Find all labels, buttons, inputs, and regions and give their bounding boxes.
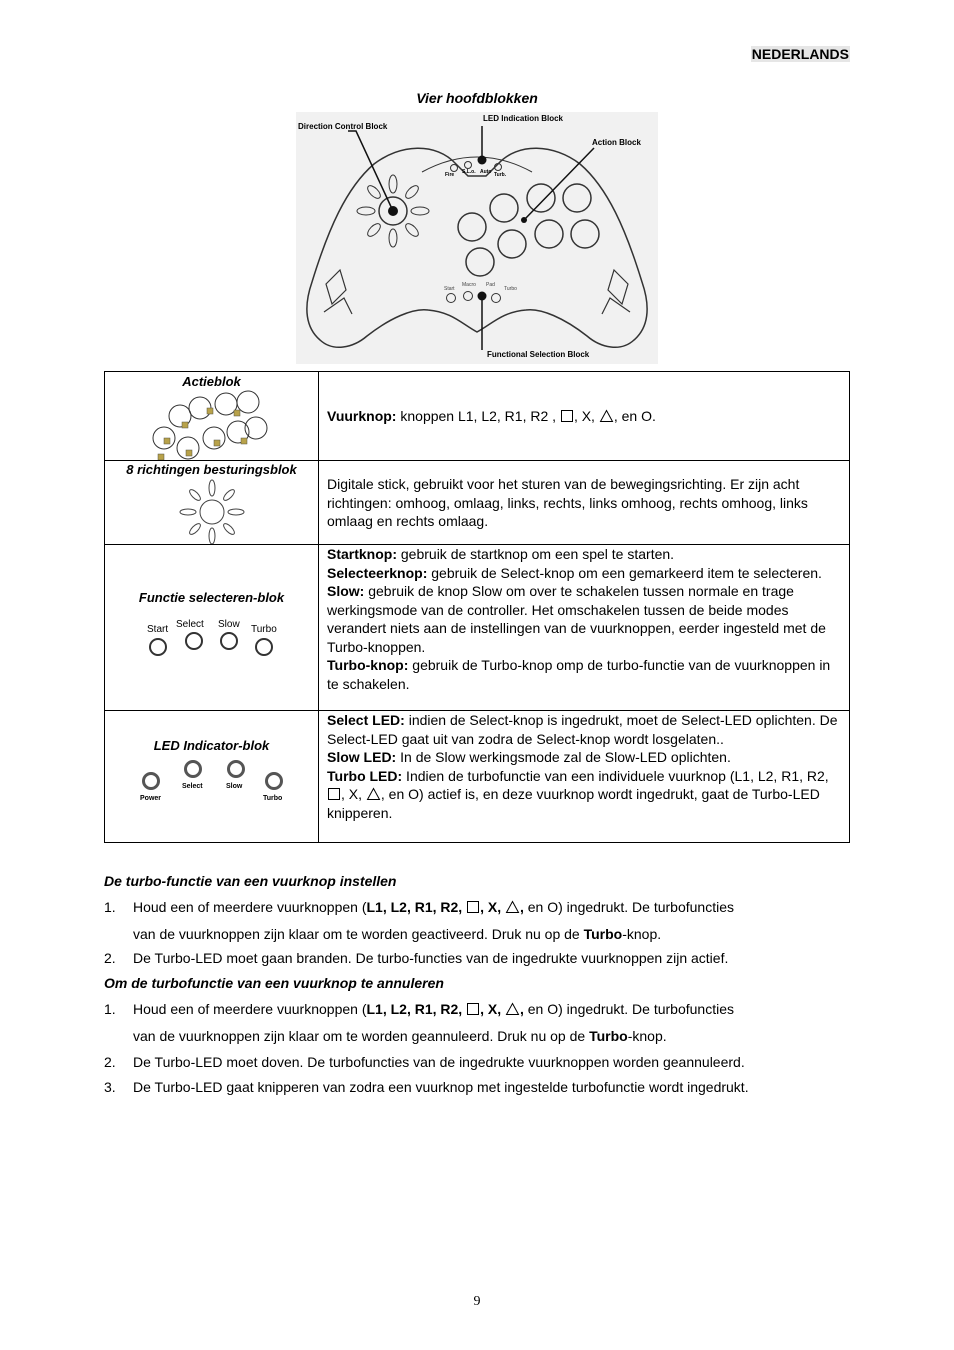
table-row-function-block (105, 545, 850, 711)
turbo-label: Turbo-knop: (327, 657, 409, 673)
led-slow-label: S.L.o. (462, 169, 476, 175)
list-item (104, 1078, 850, 1098)
turbo-led-text-mid: , X, (341, 786, 366, 802)
select-button-desc (327, 564, 842, 583)
led-illus-power (142, 772, 160, 790)
cell-led-block-label (105, 711, 319, 843)
select-led-text: indien de Select-knop is ingedrukt, moet de Select-LED oplichten. De Select-LED gaat uit van zodra de Select-knop wordt losgelaten.. (327, 712, 838, 747)
func-illus-select-button (185, 632, 203, 650)
func-turbo-label: Turbo (504, 286, 517, 292)
action-buttons-illustration (152, 390, 272, 460)
list-keys: L1, L2, R1, R2, (366, 899, 463, 915)
list-text-2a: van de vuurknoppen zijn klaar om te worden geactiveerd. Druk nu op de (133, 926, 584, 942)
func-illus-start-button (149, 638, 167, 656)
triangle-symbol-icon (366, 787, 381, 801)
led-illus-power-label: Power (140, 795, 162, 802)
led-illus-turbo-label: Turbo (263, 795, 283, 802)
led-illus-turbo (265, 772, 283, 790)
list-text-2b: Turbo (583, 926, 623, 942)
led-illus-slow-label: Slow (226, 783, 243, 790)
function-buttons-illustration (105, 616, 318, 666)
blocks-table (104, 371, 850, 843)
list-keys-comma: , (519, 899, 524, 915)
start-text: gebruik de startknop om een spel te starten. (397, 546, 675, 562)
select-led-desc (327, 711, 842, 748)
list-text-line2 (133, 925, 853, 943)
func-illus-turbo-button (255, 638, 273, 656)
list-number: 2. (104, 950, 116, 966)
turbo-button-desc (327, 656, 842, 693)
list-text-2c: -knop. (622, 926, 662, 942)
figure-title: Vier hoofdblokken (416, 90, 538, 106)
direction-block-label: 8 richtingen besturingsblok (126, 462, 297, 477)
list-number: 1. (104, 899, 116, 915)
section-title-turbo-set: De turbo-functie van een vuurknop instellen (104, 873, 397, 889)
select-label: Selecteerknop: (327, 564, 428, 581)
table-row-action-block (105, 372, 850, 461)
func-macro-label: Macro (462, 282, 476, 288)
func-illus-slow-button (220, 632, 238, 650)
label-action-block: Action Block (592, 138, 641, 147)
led-illus-slow (227, 760, 245, 778)
table-row-led-block (105, 711, 850, 843)
list-text-line2 (133, 1027, 853, 1045)
square-symbol-icon (560, 409, 574, 423)
start-label: Startknop: (327, 546, 397, 562)
cell-direction-block-label (105, 461, 319, 545)
fire-button-text-mid: , X, (573, 407, 599, 424)
turbo-led-text: Indien de turbofunctie van een individuele vuurknop (L1, L2, R1, R2, (402, 767, 829, 784)
list-text-post: en O) ingedrukt. De turbofuncties (523, 899, 734, 915)
slow-led-desc (327, 748, 842, 767)
select-text: gebruik de Select-knop om een gemarkeerd item te selecteren. (427, 564, 822, 581)
select-led-label: Select LED: (327, 712, 405, 728)
list-text: De Turbo-LED moet gaan branden. De turbo-functies van de ingedrukte vuurknoppen zijn actief. (133, 950, 729, 966)
label-functional-selection-block: Functional Selection Block (487, 350, 590, 359)
list-text-2a: van de vuurknoppen zijn klaar om te worden geannuleerd. Druk nu op de (133, 1028, 590, 1044)
list-item (104, 1053, 850, 1073)
direction-block-description: Digitale stick, gebruikt voor het sturen van de bewegingsrichting. Er zijn acht richtingen: omhoog, omlaag, links, rechts, links omhoog, rechts omhoog, links omlaag en rechts omlaag. (327, 476, 808, 529)
led-fire-label: Fire (445, 172, 455, 178)
slow-text: gebruik de knop Slow om over te schakelen tussen normale en trage werkingsmode van de controller. Het omschakelen tussen de beide modes verandert niets aan de instellingen van de vuurknoppen, eerder ingesteld met de Turbo-knoppen. (327, 583, 826, 655)
cell-direction-block-desc (319, 461, 850, 545)
square-symbol-icon (327, 787, 341, 801)
led-block-label: LED Indicator-blok (153, 738, 270, 753)
func-illus-start: Start (147, 624, 169, 635)
function-block-label: Functie selecteren-blok (138, 590, 285, 605)
func-pad-label: Pad (486, 282, 495, 288)
list-number: 3. (104, 1079, 116, 1095)
turbo-led-desc (327, 767, 842, 823)
list-keys-x: , X, (480, 899, 502, 915)
list-item (104, 898, 850, 944)
list-text-2b: Turbo (589, 1028, 628, 1044)
list-text: De Turbo-LED moet doven. De turbofuncties van de ingedrukte vuurknoppen worden geannuleerd. (133, 1054, 745, 1070)
square-symbol-icon (466, 900, 480, 914)
list-text-line1 (133, 898, 853, 916)
dpad-illustration (177, 478, 247, 544)
label-led-indication-block: LED Indication Block (483, 114, 564, 123)
cell-function-block-label (105, 545, 319, 711)
func-illus-select: Select (176, 619, 204, 630)
list-text-post: en O) ingedrukt. De turbofuncties (523, 1001, 734, 1017)
list-number: 1. (104, 1001, 116, 1017)
turbo-text: gebruik de Turbo-knop omp de turbo-functie van de vuurknoppen in te schakelen. (327, 657, 831, 692)
diagram-background (296, 112, 658, 364)
language-label: NEDERLANDS (751, 46, 849, 62)
cell-action-block-desc (319, 372, 850, 461)
turbo-led-label: Turbo LED: (327, 767, 403, 784)
triangle-symbol-icon (599, 409, 614, 423)
label-direction-control-block: Direction Control Block (298, 122, 388, 131)
list-keys-comma: , (519, 1001, 524, 1017)
list-text-line1 (133, 1000, 853, 1018)
cell-function-block-desc (319, 545, 850, 711)
fire-button-label: Vuurknop: (327, 407, 397, 424)
slow-led-text: In de Slow werkingsmode zal de Slow-LED oplichten. (396, 749, 731, 765)
action-block-label: Actieblok (182, 374, 241, 389)
slow-button-desc (327, 582, 842, 656)
func-illus-slow: Slow (218, 619, 240, 630)
led-illus-select-label: Select (182, 783, 203, 790)
led-auto-label: Auto (480, 169, 492, 175)
page-number: 9 (473, 1294, 481, 1309)
callout-action-dot (521, 217, 527, 223)
list-text-pre: Houd een of meerdere vuurknoppen ( (133, 899, 367, 915)
turbo-led-text-end: , en O) actief is, en deze vuurknop wordt ingedrukt, gaat de Turbo-LED knipperen. (327, 786, 820, 821)
led-turb-label: Turb. (494, 172, 507, 178)
fire-button-text-end: , en O. (613, 407, 656, 424)
start-button-desc (327, 545, 842, 564)
list-item (104, 1000, 850, 1046)
triangle-symbol-icon (505, 900, 520, 914)
controller-diagram (296, 112, 658, 364)
list-keys-x: , X, (480, 1001, 502, 1017)
func-illus-turbo: Turbo (251, 624, 277, 635)
led-illustration (105, 766, 318, 816)
list-number: 2. (104, 1054, 116, 1070)
cell-led-block-desc (319, 711, 850, 843)
list-text-2c: -knop. (627, 1028, 667, 1044)
list-text-pre: Houd een of meerdere vuurknoppen ( (133, 1001, 367, 1017)
list-item (104, 949, 850, 969)
slow-label: Slow: (327, 583, 365, 599)
list-text: De Turbo-LED gaat knipperen van zodra een vuurknop met ingestelde turbofunctie wordt ingedrukt. (133, 1079, 749, 1095)
led-illus-select (184, 760, 202, 778)
table-row-direction-block (105, 461, 850, 545)
cell-action-block-label (105, 372, 319, 461)
func-start-label: Start (444, 286, 455, 292)
section-title-turbo-cancel: Om de turbofunctie van een vuurknop te annuleren (104, 975, 444, 991)
slow-led-label: Slow LED: (327, 749, 397, 765)
triangle-symbol-icon (505, 1002, 520, 1016)
square-symbol-icon (466, 1002, 480, 1016)
fire-button-text: knoppen L1, L2, R1, R2 , (396, 407, 560, 424)
list-keys: L1, L2, R1, R2, (366, 1001, 463, 1017)
